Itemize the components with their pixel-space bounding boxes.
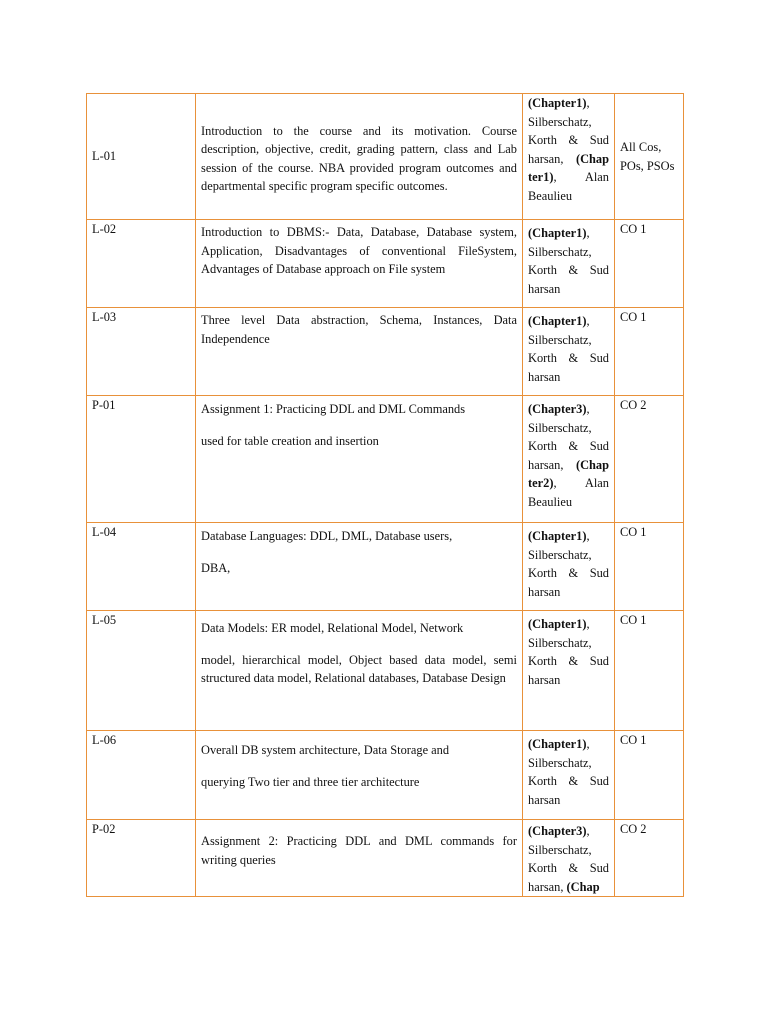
reference-text: harsan,: [528, 457, 576, 472]
lesson-plan-table: [86, 93, 684, 897]
reference-text: Silberschatz,: [528, 114, 592, 129]
lesson-reference: [523, 308, 615, 396]
reference-chapter: (Chapter1): [528, 96, 587, 110]
lesson-row: [87, 611, 684, 731]
topic-paragraph: Introduction to DBMS:- Data, Database, Database system, Application, Disadvantages of conventional FileSystem, Advantages of Database approach on File system: [201, 225, 517, 276]
reference-line: [528, 822, 609, 841]
reference-text: harsan: [528, 369, 561, 384]
reference-line: [528, 331, 609, 350]
lesson-topic: [196, 820, 523, 897]
lesson-code: L-02: [87, 220, 196, 308]
lesson-topic: [196, 94, 523, 220]
lesson-code: P-02: [87, 820, 196, 897]
reference-chapter: (Chapter1): [528, 737, 587, 751]
reference-line: [528, 735, 609, 754]
reference-text: Korth & Sud: [528, 654, 609, 668]
lesson-code: L-06: [87, 731, 196, 820]
topic-paragraph: Introduction to the course and its motivation. Course description, objective, credit, grading pattern, class and Lab session of the course. NBA provided program outcomes and departmental specific program specific outcomes.: [201, 123, 517, 193]
reference-text: ,: [586, 529, 590, 543]
reference-text: ,: [586, 737, 590, 751]
reference-text: Silberschatz,: [528, 635, 592, 650]
course-outcome: CO 1: [615, 731, 684, 820]
reference-line: [528, 878, 609, 897]
lesson-reference: [523, 94, 615, 220]
reference-line: [528, 419, 609, 438]
topic-paragraph: DBA,: [201, 560, 231, 575]
reference-line: [528, 187, 609, 206]
reference-chapter: (Chapter1): [528, 314, 587, 328]
lesson-plan-body: [87, 94, 684, 897]
reference-text: harsan: [528, 792, 561, 807]
topic-paragraph: model, hierarchical model, Object based data model, semi structured data model, Relational databases, Database Design: [201, 652, 517, 685]
course-outcome: CO 1: [615, 308, 684, 396]
reference-text: harsan: [528, 584, 561, 599]
reference-line: [528, 224, 609, 243]
lesson-row: [87, 731, 684, 820]
topic-paragraph: Overall DB system architecture, Data Storage and: [201, 743, 450, 757]
reference-line: [528, 634, 609, 653]
reference-text: ,: [586, 617, 590, 631]
topic-paragraph: Data Models: ER model, Relational Model, Network: [201, 621, 464, 635]
reference-line: [528, 564, 609, 583]
reference-text: Korth & Sud: [528, 263, 609, 277]
reference-line: [528, 546, 609, 565]
reference-chapter: (Chapter1): [528, 529, 587, 543]
reference-text: ,: [586, 402, 590, 416]
course-outcome: CO 2: [615, 820, 684, 897]
reference-text: Korth & Sud: [528, 133, 609, 147]
lesson-topic: [196, 611, 523, 731]
reference-chapter: (Chap: [575, 457, 609, 472]
lesson-row: [87, 308, 684, 396]
lesson-topic: [196, 523, 523, 611]
lesson-topic: [196, 731, 523, 820]
reference-line: [528, 243, 609, 262]
reference-line: [528, 94, 609, 113]
reference-text: Korth & Sud: [528, 351, 609, 365]
reference-chapter: ter1): [528, 170, 554, 184]
reference-line: [528, 261, 609, 280]
reference-chapter: (Chapter3): [528, 824, 587, 838]
lesson-code: L-01: [87, 94, 196, 220]
lesson-row: [87, 523, 684, 611]
lesson-row: [87, 396, 684, 523]
reference-line: [528, 456, 609, 475]
lesson-row: [87, 820, 684, 897]
reference-chapter: (Chapter1): [528, 226, 587, 240]
lesson-topic: [196, 220, 523, 308]
reference-chapter: (Chapter3): [528, 402, 587, 416]
course-outcome: All Cos, POs, PSOs: [615, 94, 684, 220]
lesson-code: L-03: [87, 308, 196, 396]
lesson-row: [87, 220, 684, 308]
topic-paragraph: querying Two tier and three tier architecture: [201, 774, 420, 789]
reference-chapter: ter2): [528, 476, 554, 490]
lesson-row: [87, 94, 684, 220]
reference-text: Korth & Sud: [528, 861, 609, 875]
lesson-code: L-05: [87, 611, 196, 731]
lesson-topic: [196, 308, 523, 396]
reference-text: ,: [586, 824, 590, 838]
reference-text: Silberschatz,: [528, 842, 592, 857]
reference-text: Korth & Sud: [528, 774, 609, 788]
reference-line: [528, 841, 609, 860]
reference-line: [528, 527, 609, 546]
topic-paragraph: Assignment 1: Practicing DDL and DML Commands: [201, 402, 466, 416]
reference-line: [528, 312, 609, 331]
reference-text: Beaulieu: [528, 494, 573, 509]
reference-line: [528, 474, 609, 493]
lesson-reference: [523, 220, 615, 308]
topic-paragraph: used for table creation and insertion: [201, 433, 379, 448]
course-outcome: CO 2: [615, 396, 684, 523]
lesson-reference: [523, 611, 615, 731]
reference-line: [528, 368, 609, 387]
course-outcome: CO 1: [615, 611, 684, 731]
reference-line: [528, 791, 609, 810]
reference-text: , Alan: [553, 476, 609, 490]
reference-line: [528, 150, 609, 169]
reference-text: Silberschatz,: [528, 420, 592, 435]
reference-chapter: (Chap: [575, 151, 609, 166]
course-outcome: CO 1: [615, 220, 684, 308]
topic-paragraph: Assignment 2: Practicing DDL and DML commands for writing queries: [201, 834, 517, 867]
topic-paragraph: Three level Data abstraction, Schema, Instances, Data Independence: [201, 313, 517, 346]
reference-text: Silberschatz,: [528, 332, 592, 347]
reference-line: [528, 437, 609, 456]
reference-text: Beaulieu: [528, 188, 573, 203]
reference-line: [528, 671, 609, 690]
reference-text: Korth & Sud: [528, 566, 609, 580]
reference-text: ,: [586, 226, 590, 240]
reference-line: [528, 168, 609, 187]
reference-text: Silberschatz,: [528, 547, 592, 562]
reference-text: , Alan: [553, 170, 609, 184]
reference-text: harsan: [528, 281, 561, 296]
reference-line: [528, 349, 609, 368]
reference-line: [528, 859, 609, 878]
course-outcome: CO 1: [615, 523, 684, 611]
reference-line: [528, 280, 609, 299]
reference-line: [528, 652, 609, 671]
reference-line: [528, 131, 609, 150]
reference-text: harsan: [528, 672, 561, 687]
lesson-code: P-01: [87, 396, 196, 523]
lesson-topic: [196, 396, 523, 523]
reference-chapter: (Chapter1): [528, 617, 587, 631]
reference-chapter: (Chap: [566, 879, 600, 894]
reference-text: ,: [586, 96, 590, 110]
topic-paragraph: Database Languages: DDL, DML, Database users,: [201, 529, 453, 543]
reference-text: harsan,: [528, 151, 576, 166]
lesson-code: L-04: [87, 523, 196, 611]
reference-line: [528, 493, 609, 512]
lesson-reference: [523, 731, 615, 820]
lesson-reference: [523, 523, 615, 611]
reference-text: harsan,: [528, 879, 567, 894]
lesson-reference: [523, 396, 615, 523]
lesson-reference: [523, 820, 615, 897]
reference-line: [528, 400, 609, 419]
reference-text: Silberschatz,: [528, 244, 592, 259]
reference-text: Silberschatz,: [528, 755, 592, 770]
reference-text: ,: [586, 314, 590, 328]
reference-line: [528, 615, 609, 634]
reference-line: [528, 113, 609, 132]
reference-line: [528, 772, 609, 791]
reference-line: [528, 754, 609, 773]
reference-line: [528, 583, 609, 602]
reference-text: Korth & Sud: [528, 439, 609, 453]
